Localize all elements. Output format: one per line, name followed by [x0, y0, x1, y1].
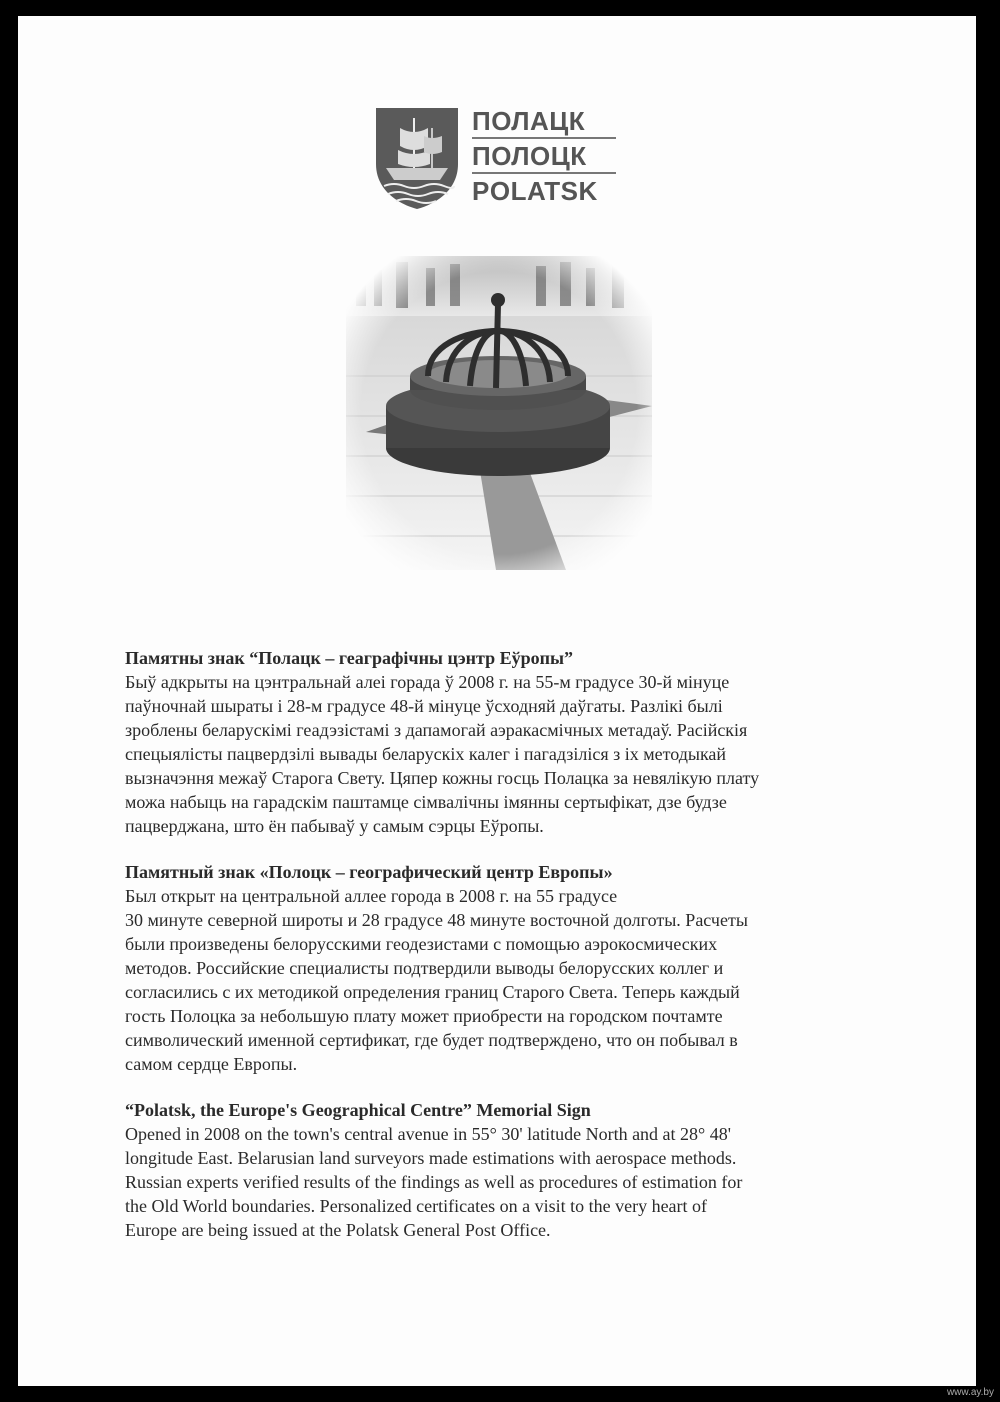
city-logo [374, 106, 634, 226]
text-line: вызначэння межаў Старога Свету. Цяпер кожны госць Полацка за невялікую плату [125, 768, 760, 788]
divider [472, 137, 616, 139]
geographic-centre-monument-photo [346, 256, 652, 570]
section-title: “Polatsk, the Europe's Geographical Centre” Memorial Sign [125, 1100, 591, 1120]
description-text [125, 646, 885, 1264]
text-line: the Old World boundaries. Personalized certificates on a visit to the very heart of [125, 1196, 708, 1216]
text-line: методов. Российские специалисты подтвердили выводы белорусских коллег и [125, 958, 724, 978]
text-line: паўночнай шыраты і 28-м градусе 48-й мінуце ўсходняй даўгаты. Разлікі былі [125, 696, 723, 716]
city-name-belarusian: ПОЛАЦК [472, 106, 586, 136]
city-name-english: POLATSK [472, 176, 598, 206]
section-body [125, 1122, 885, 1242]
section-belarusian [125, 646, 885, 838]
text-line: longitude East. Belarusian land surveyors made estimations with aerospace methods. [125, 1148, 737, 1168]
text-line: пацверджана, што ён пабываў у самым сэрцы Еўропы. [125, 816, 544, 836]
text-line: Russian experts verified results of the findings as well as procedures of estimation for [125, 1172, 743, 1192]
text-line: спецыялісты пацвердзілі вывады беларускіх калег і пагадзіліся з іх методыкай [125, 744, 727, 764]
divider [472, 172, 616, 174]
text-line: зроблены беларускімі геадэзістамі з дапамогай аэракасмічных метадаў. Расійскія [125, 720, 748, 740]
text-line: можа набыць на гарадскім паштамце сімвалічны імянны сертыфікат, дзе будзе [125, 792, 727, 812]
section-english [125, 1098, 885, 1242]
section-russian [125, 860, 885, 1076]
section-body [125, 670, 885, 838]
text-line: Europe are being issued at the Polatsk General Post Office. [125, 1220, 551, 1240]
text-line: гость Полоцка за небольшую плату может приобрести на городском почтамте [125, 1006, 723, 1026]
text-line: Opened in 2008 on the town's central avenue in 55° 30' latitude North and at 28° 48' [125, 1124, 731, 1144]
section-body [125, 884, 885, 1076]
watermark: www.ay.by [946, 1387, 994, 1398]
postcard-back [18, 16, 976, 1386]
section-title: Памятный знак «Полоцк – географический центр Европы» [125, 862, 613, 882]
city-names [472, 106, 637, 206]
text-line: согласились с их методикой определения границ Старого Света. Теперь каждый [125, 982, 740, 1002]
text-line: символический именной сертификат, где будет подтверждено, что он побывал в [125, 1030, 738, 1050]
text-line: самом сердце Европы. [125, 1054, 298, 1074]
text-line: Быў адкрыты на цэнтральнай алеі горада ў 2008 г. на 55-м градусе 30-й мінуце [125, 672, 730, 692]
text-line: 30 минуте северной широты и 28 градусе 48 минуте восточной долготы. Расчеты [125, 910, 748, 930]
text-line: Был открыт на центральной аллее города в 2008 г. на 55 градусе [125, 886, 618, 906]
ship-shield-icon [374, 106, 460, 210]
city-name-russian: ПОЛОЦК [472, 141, 587, 171]
section-title: Памятны знак “Полацк – геаграфічны цэнтр Еўропы” [125, 648, 574, 668]
text-line: были произведены белорусскими геодезистами с помощью аэрокосмических [125, 934, 718, 954]
